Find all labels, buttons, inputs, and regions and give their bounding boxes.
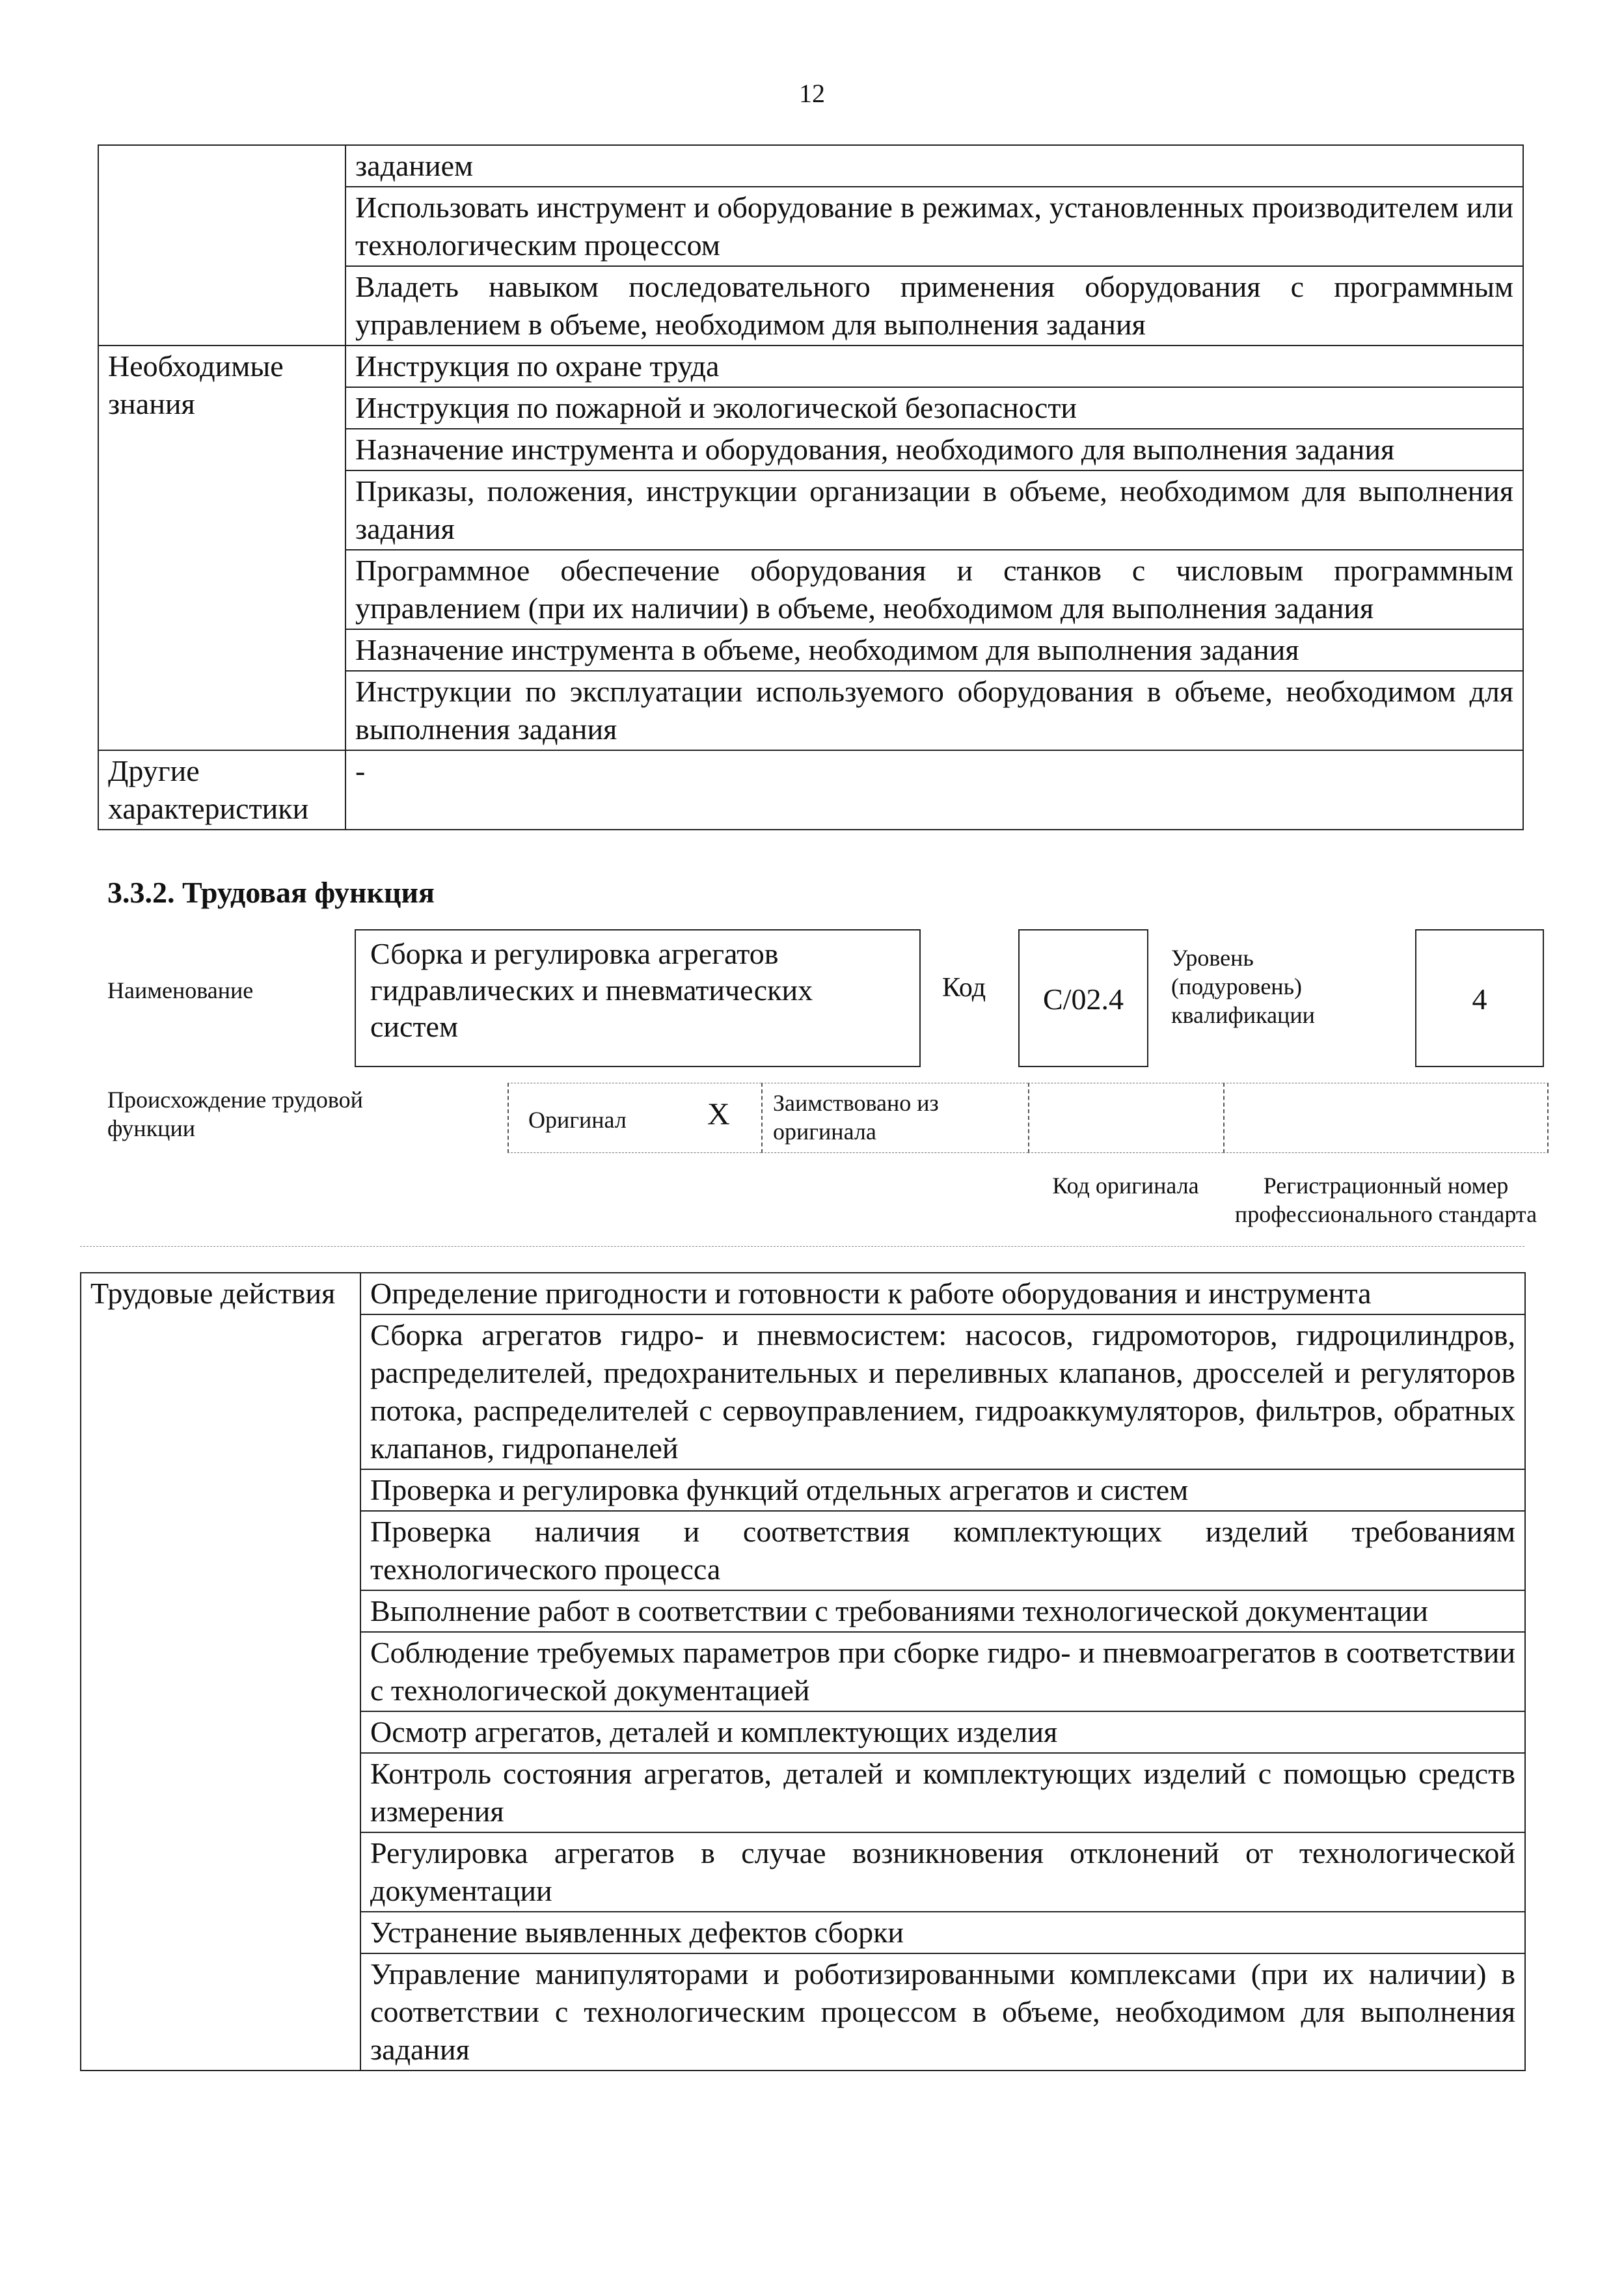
page-number: 12 bbox=[799, 79, 825, 108]
list-item: Назначение инструмента и оборудования, необходимого для выполнения задания bbox=[345, 429, 1523, 470]
table-row bbox=[81, 1273, 1525, 1314]
table-row bbox=[98, 346, 1523, 387]
level-value: 4 bbox=[1415, 929, 1544, 1067]
original-label: Оригинал bbox=[528, 1107, 627, 1133]
original-cell bbox=[508, 1083, 761, 1153]
level-label: Уровень (подуровень) квалификации bbox=[1171, 945, 1315, 1028]
labor-actions-table bbox=[80, 1272, 1526, 2071]
list-item: Регулировка агрегатов в случае возникновения отклонений от технологической документации bbox=[360, 1832, 1525, 1912]
name-label: Наименование bbox=[107, 977, 254, 1003]
list-item: заданием bbox=[345, 145, 1523, 187]
table-row bbox=[98, 750, 1523, 830]
borrowed-label: Заимствовано из оригинала bbox=[773, 1090, 939, 1145]
code-label: Код bbox=[942, 973, 986, 1003]
list-item: - bbox=[345, 750, 1523, 830]
list-item: Инструкции по эксплуатации используемого оборудования в объеме, необходимом для выполнения задания bbox=[345, 671, 1523, 750]
divider bbox=[80, 1246, 1524, 1247]
row-label bbox=[98, 145, 345, 346]
code-original-cell bbox=[1028, 1083, 1223, 1153]
list-item: Использовать инструмент и оборудование в режимах, установленных производителем или технологическим процессом bbox=[345, 187, 1523, 266]
list-item: Сборка агрегатов гидро- и пневмосистем: насосов, гидромоторов, гидроцилиндров, распределителей, предохранительных и переливных клапанов, дросселей и регуляторов потока, распределителей с сервоуправлением, гидроаккумуляторов, фильтров, обратных клапанов, гидропанелей bbox=[360, 1314, 1525, 1469]
list-item: Осмотр агрегатов, деталей и комплектующих изделия bbox=[360, 1711, 1525, 1753]
list-item: Инструкция по пожарной и экологической безопасности bbox=[345, 387, 1523, 429]
list-item: Управление манипуляторами и роботизированными комплексами (при их наличии) в соответствии с технологическим процессом в объеме, необходимом для выполнения задания bbox=[360, 1953, 1525, 2071]
list-item: Определение пригодности и готовности к работе оборудования и инструмента bbox=[360, 1273, 1525, 1314]
function-name-value: Сборка и регулировка агрегатов гидравлических и пневматических систем bbox=[355, 929, 921, 1067]
reg-number-caption: Регистрационный номер профессионального стандарта bbox=[1234, 1173, 1537, 1227]
borrowed-cell bbox=[761, 1083, 1028, 1153]
list-item: Владеть навыком последовательного применения оборудования с программным управлением в объеме, необходимом для выполнения задания bbox=[345, 266, 1523, 346]
row-label: Трудовые действия bbox=[81, 1273, 360, 2071]
list-item: Проверка и регулировка функций отдельных агрегатов и систем bbox=[360, 1469, 1525, 1511]
section-heading: 3.3.2. Трудовая функция bbox=[107, 876, 435, 909]
skills-knowledge-table bbox=[98, 144, 1524, 830]
code-original-caption: Код оригинала bbox=[1052, 1173, 1199, 1199]
list-item: Назначение инструмента в объеме, необходимом для выполнения задания bbox=[345, 629, 1523, 671]
list-item: Программное обеспечение оборудования и станков с числовым программным управлением (при их наличии) в объеме, необходимом для выполнения задания bbox=[345, 550, 1523, 629]
row-label: Другие характеристики bbox=[98, 750, 345, 830]
list-item: Соблюдение требуемых параметров при сборке гидро- и пневмоагрегатов в соответствии с технологической документацией bbox=[360, 1632, 1525, 1711]
reg-number-cell bbox=[1223, 1083, 1549, 1153]
original-mark: X bbox=[707, 1097, 730, 1132]
list-item: Приказы, положения, инструкции организации в объеме, необходимом для выполнения задания bbox=[345, 470, 1523, 550]
list-item: Инструкция по охране труда bbox=[345, 346, 1523, 387]
list-item: Устранение выявленных дефектов сборки bbox=[360, 1912, 1525, 1953]
list-item: Контроль состояния агрегатов, деталей и комплектующих изделий с помощью средств измерения bbox=[360, 1753, 1525, 1832]
table-row bbox=[98, 145, 1523, 187]
origin-label: Происхождение трудовой функции bbox=[107, 1087, 363, 1141]
list-item: Проверка наличия и соответствия комплектующих изделий требованиям технологического процесса bbox=[360, 1511, 1525, 1590]
list-item: Выполнение работ в соответствии с требованиями технологической документации bbox=[360, 1590, 1525, 1632]
code-value: C/02.4 bbox=[1018, 929, 1148, 1067]
row-label: Необходимые знания bbox=[98, 346, 345, 750]
